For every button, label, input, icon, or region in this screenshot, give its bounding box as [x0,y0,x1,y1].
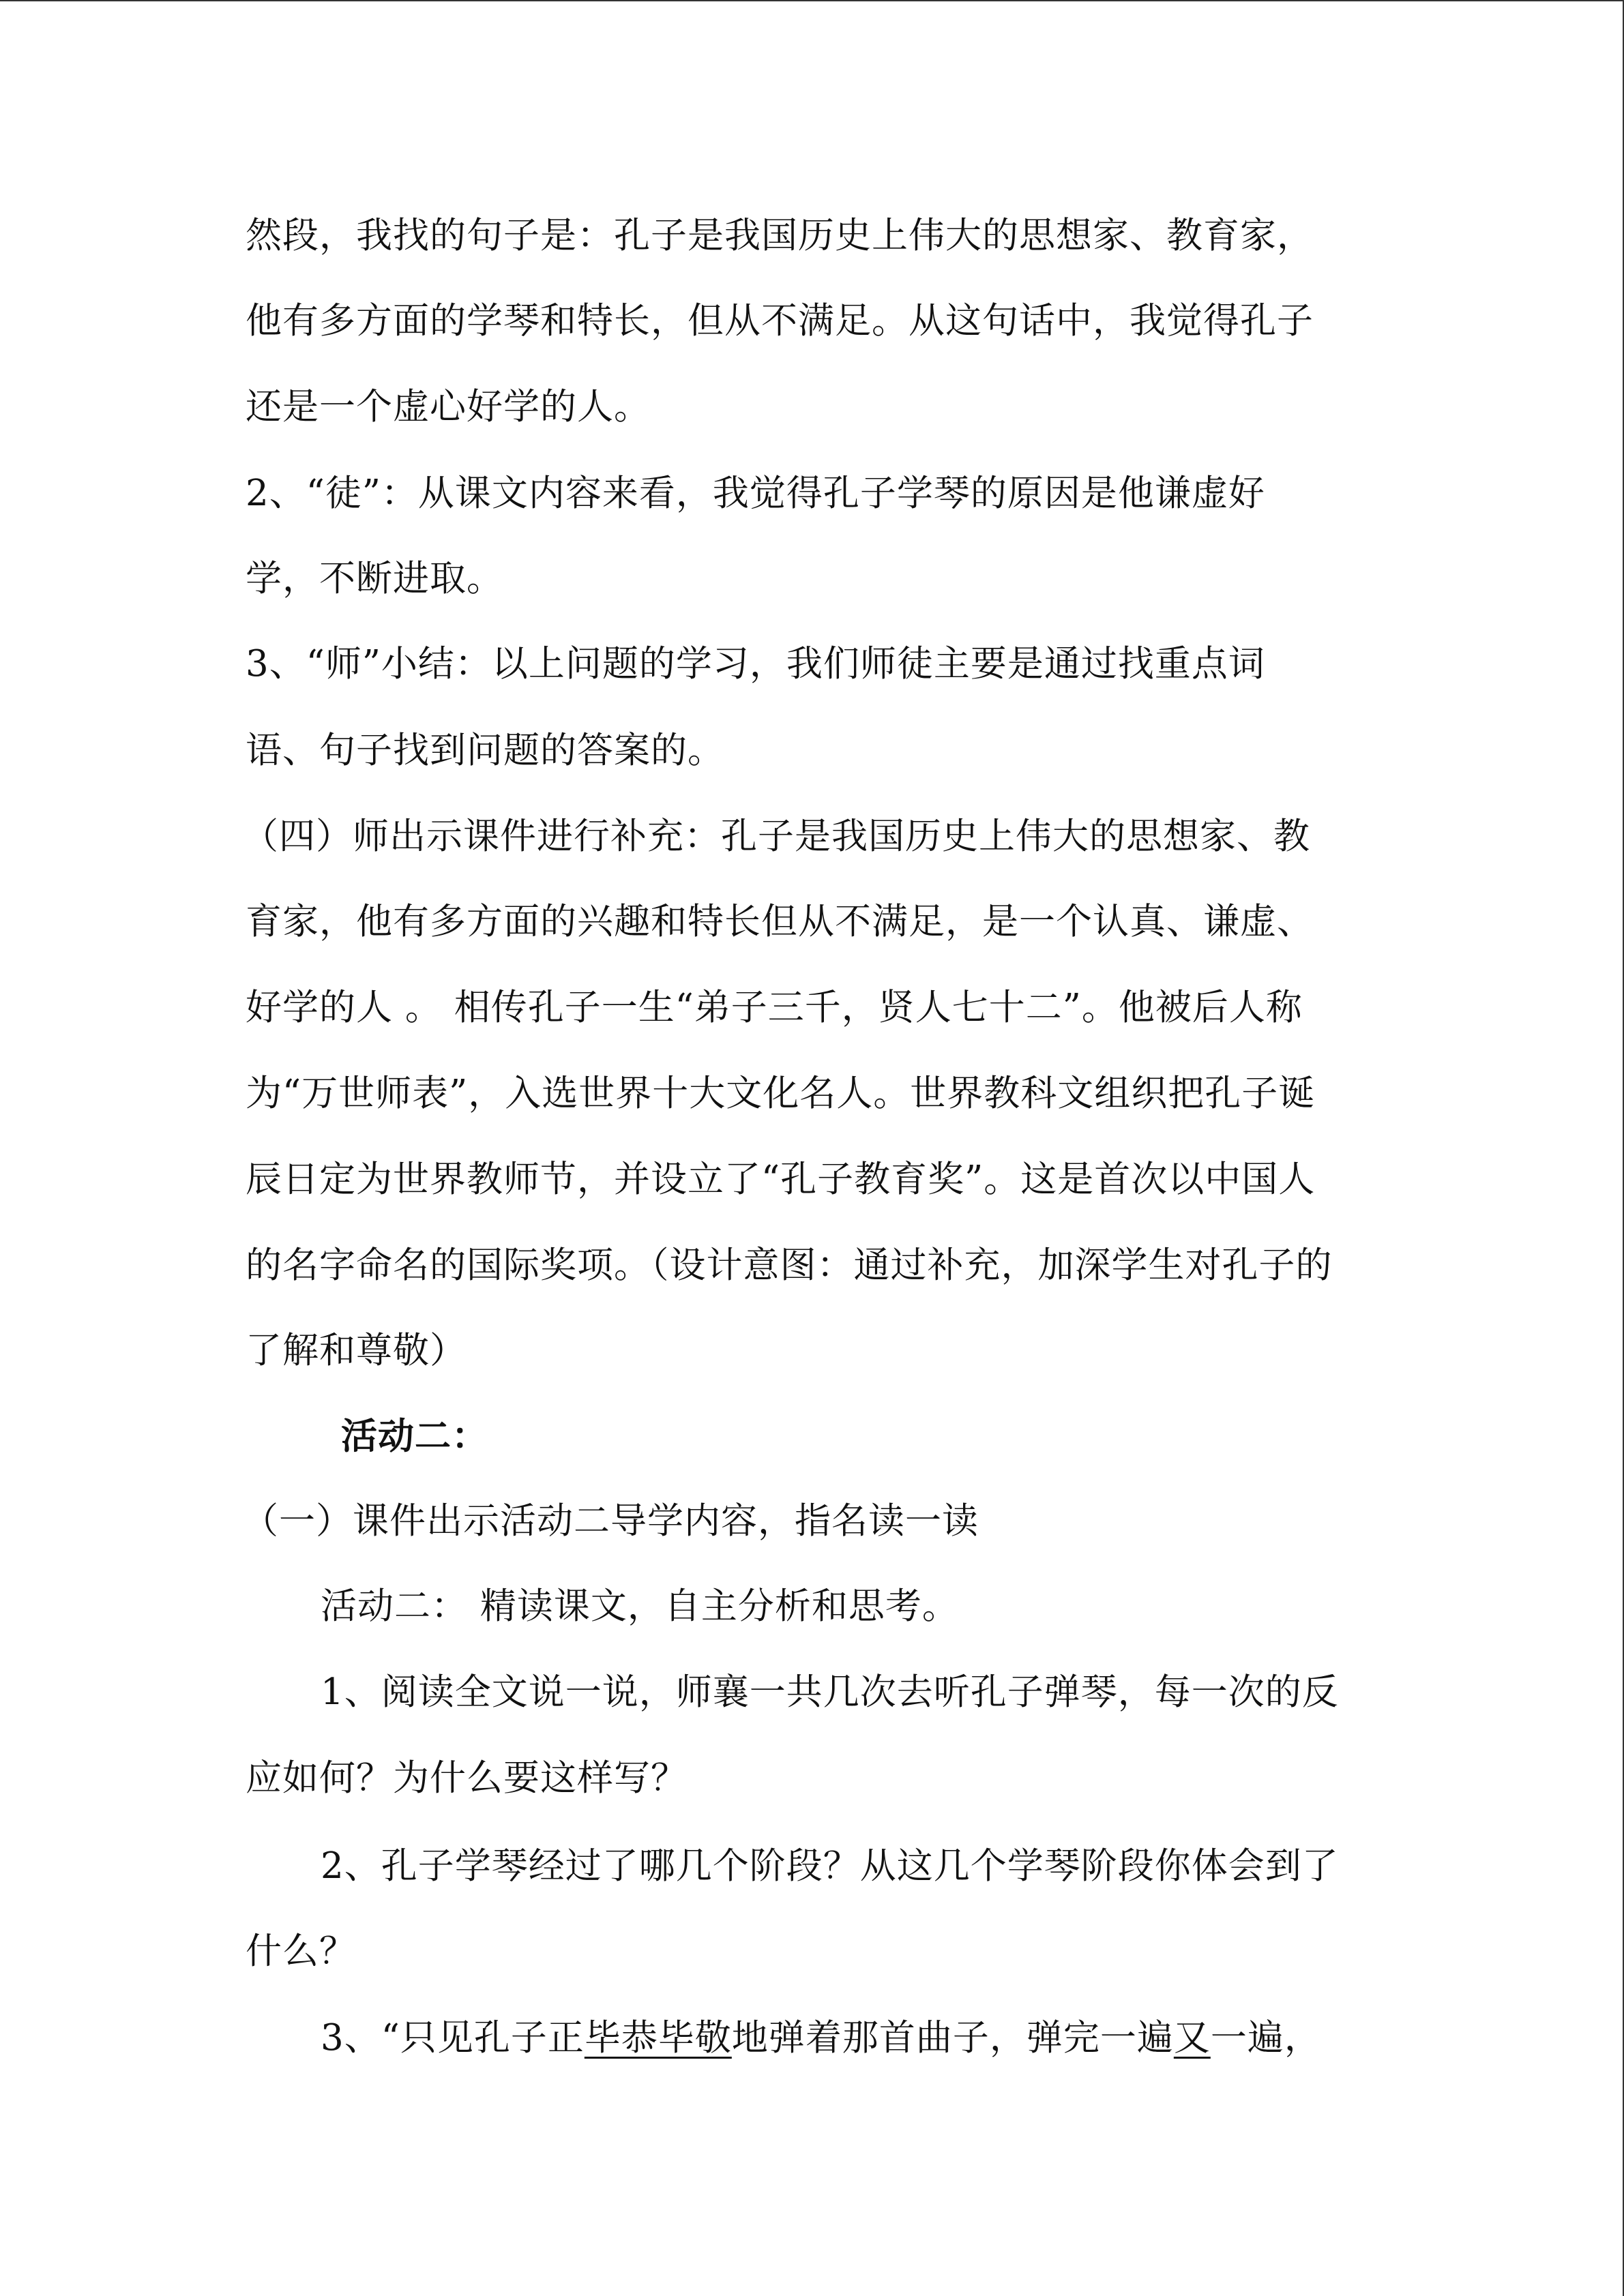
text-line: 好学的人 。 相传孔子一生“弟子三千，贤人七十二”。他被后人称 [246,987,1303,1028]
text-line: 辰日定为世界教师节，并设立了“孔子教育奖”。这是首次以中国人 [246,1159,1316,1200]
text-line: 活动二： 精读课文，自主分析和思考。 [321,1585,959,1627]
text-segment: 3、“只见孔子正 [321,2017,585,2059]
section-heading: 活动二： [341,1415,488,1457]
text-line [321,2016,1321,2060]
text-segment: 一遍， [1210,2017,1321,2059]
underlined-phrase: 毕恭毕敬 [584,2017,732,2059]
text-line: 育家，他有多方面的兴趣和特长但从不满足，是一个认真、谦虚、 [246,901,1314,942]
text-line: （一）课件出示活动二导学内容，指名读一读 [242,1500,979,1542]
text-segment: 地弹着那首曲子，弹完一遍 [731,2017,1174,2059]
underlined-phrase: 又 [1173,2017,1211,2059]
text-line: 2、孔子学琴经过了哪几个阶段？从这几个学琴阶段你体会到了 [321,1845,1339,1887]
text-line: 他有多方面的学琴和特长，但从不满足。从这句话中，我觉得孔子 [246,300,1314,342]
text-line: （四）师出示课件进行补充：孔子是我国历史上伟大的思想家、教 [242,816,1310,857]
text-line: 还是一个虚心好学的人。 [246,386,651,428]
text-line: 了解和尊敬） [246,1330,467,1371]
text-line: 1、阅读全文说一说，师襄一共几次去听孔子弹琴，每一次的反 [321,1671,1339,1713]
text-line: 3、“师”小结：以上问题的学习，我们师徒主要是通过找重点词 [246,643,1265,685]
text-line: 然段，我找的句子是：孔子是我国历史上伟大的思想家、教育家， [246,215,1314,256]
text-line: 学，不断进取。 [246,558,503,599]
text-line: 什么？ [246,1930,356,1972]
text-line: 2、“徒”：从课文内容来看，我觉得孔子学琴的原因是他谦虚好 [246,473,1265,514]
text-line: 语、句子找到问题的答案的。 [246,730,724,771]
text-line: 应如何？为什么要这样写？ [246,1757,688,1799]
text-line: 为“万世师表”，入选世界十大文化名人。世界教科文组织把孔子诞 [246,1073,1316,1114]
text-line: 的名字命名的国际奖项。（设计意图：通过补充，加深学生对孔子的 [246,1244,1333,1286]
